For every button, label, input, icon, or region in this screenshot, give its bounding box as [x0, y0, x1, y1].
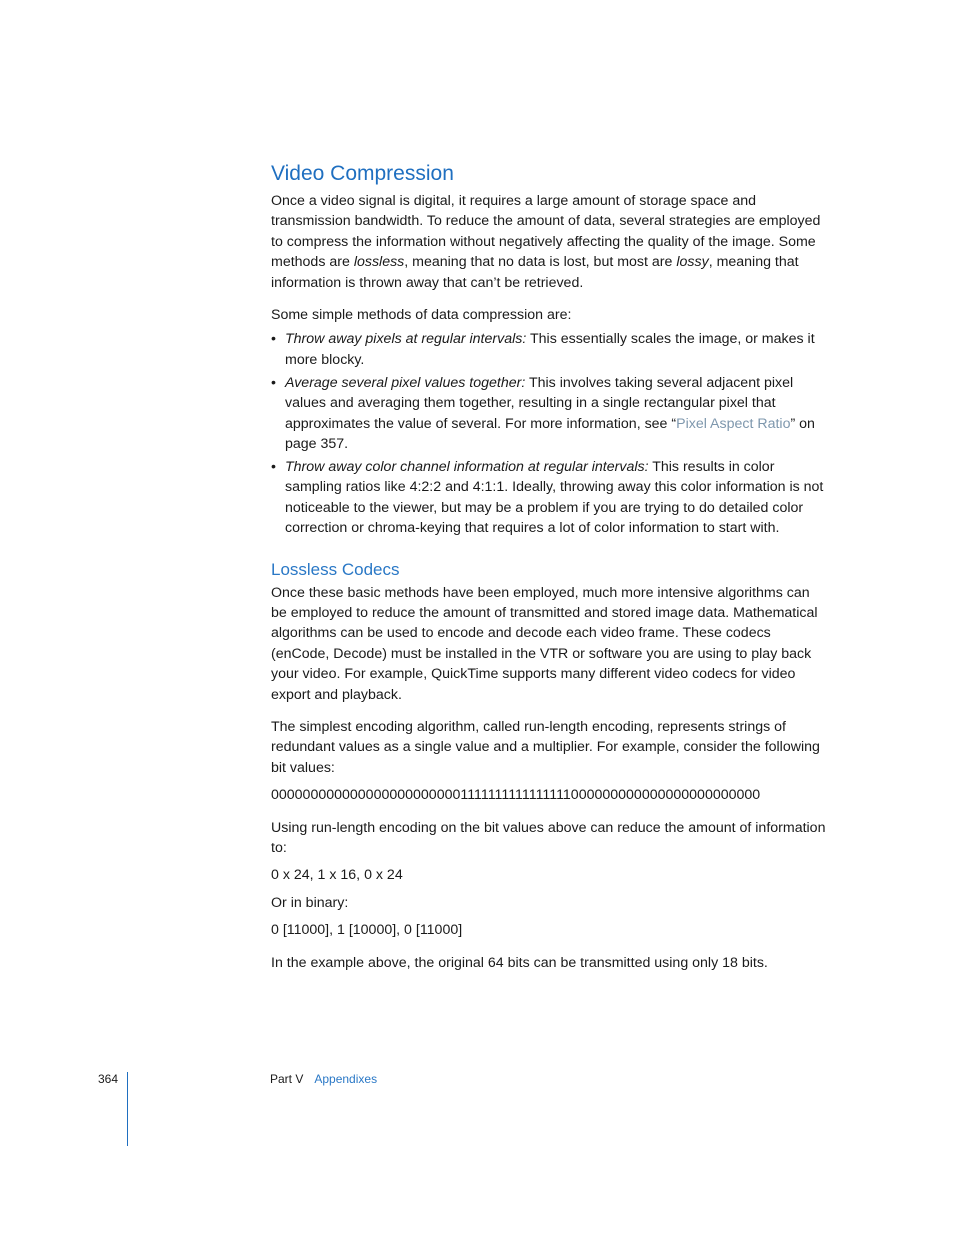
term-lossy: lossy — [676, 254, 709, 271]
compression-methods-list — [271, 329, 827, 538]
page-content — [271, 160, 827, 973]
bullet-icon: • — [271, 331, 276, 348]
intro-paragraph — [271, 191, 827, 293]
list-intro: Some simple methods of data compression are: — [271, 307, 572, 324]
section-link[interactable]: Appendixes — [314, 1072, 378, 1086]
list-item — [271, 329, 827, 370]
footer-breadcrumb — [270, 1072, 377, 1086]
list-item-term: Average several pixel values together: — [285, 374, 526, 391]
bit-values: 0000000000000000000000001111111111111111000000000000000000000000 — [271, 787, 761, 804]
section-heading: Lossless Codecs — [271, 559, 400, 579]
pixel-aspect-ratio-link[interactable]: Pixel Aspect Ratio — [676, 415, 791, 432]
list-item-text: This essentially scales the image, or makes it more blocky. — [285, 331, 815, 368]
bullet-icon: • — [271, 374, 276, 391]
rle-paragraph: The simplest encoding algorithm, called run-length encoding, represents strings of redundant values as a single value and a multiplier. For example, consider the following bit values: — [271, 718, 820, 776]
binary-label: Or in binary: — [271, 894, 349, 911]
rle-result: 0 x 24, 1 x 16, 0 x 24 — [271, 867, 403, 884]
list-item — [271, 373, 827, 455]
list-item-text: This involves taking several adjacent pixel values and averaging them together, resulting in a single rectangular pixel that approximates the value of several. For more information, see “ — [285, 374, 794, 432]
codecs-paragraph: Once these basic methods have been employed, much more intensive algorithms can be employed to reduce the amount of transmitted and stored image data. Mathematical algorithms can be used to encode and decode each video frame. These codecs (enCode, Decode) must be installed in the VTR or software you are using to play back your video. For example, QuickTime supports many different video codecs for video export and playback. — [271, 584, 818, 703]
conclusion-paragraph: In the example above, the original 64 bits can be transmitted using only 18 bits. — [271, 954, 768, 971]
bullet-icon: • — [271, 458, 276, 475]
binary-result: 0 [11000], 1 [10000], 0 [11000] — [271, 922, 463, 939]
list-item-term: Throw away pixels at regular intervals: — [285, 331, 527, 348]
rle-result-intro: Using run-length encoding on the bit values above can reduce the amount of information to: — [271, 819, 826, 856]
list-item-text-after: ” on page 357. — [285, 415, 815, 452]
intro-text-2: , meaning that no data is lost, but most are — [404, 254, 677, 271]
intro-text-3: , meaning that information is thrown away that can’t be retrieved. — [271, 254, 799, 291]
page-title: Video Compression — [271, 162, 454, 185]
footer-divider — [127, 1072, 128, 1146]
intro-text-1: Once a video signal is digital, it requires a large amount of storage space and transmission bandwidth. To reduce the amount of data, several strategies are employed to compress the information without negatively affecting the quality of the image. Some methods are — [271, 193, 821, 271]
page-number: 364 — [98, 1072, 119, 1086]
list-item-text: This results in color sampling ratios like 4:2:2 and 4:1:1. Ideally, throwing away this color information is not noticeable to the viewer, but may be a problem if you are trying to do detailed color correction or chroma-keying that requires a lot of color information to start with. — [285, 458, 824, 537]
list-item — [271, 457, 827, 539]
term-lossless: lossless — [353, 254, 405, 271]
part-label: Part V — [270, 1072, 304, 1086]
list-item-term: Throw away color channel information at regular intervals: — [285, 458, 649, 475]
